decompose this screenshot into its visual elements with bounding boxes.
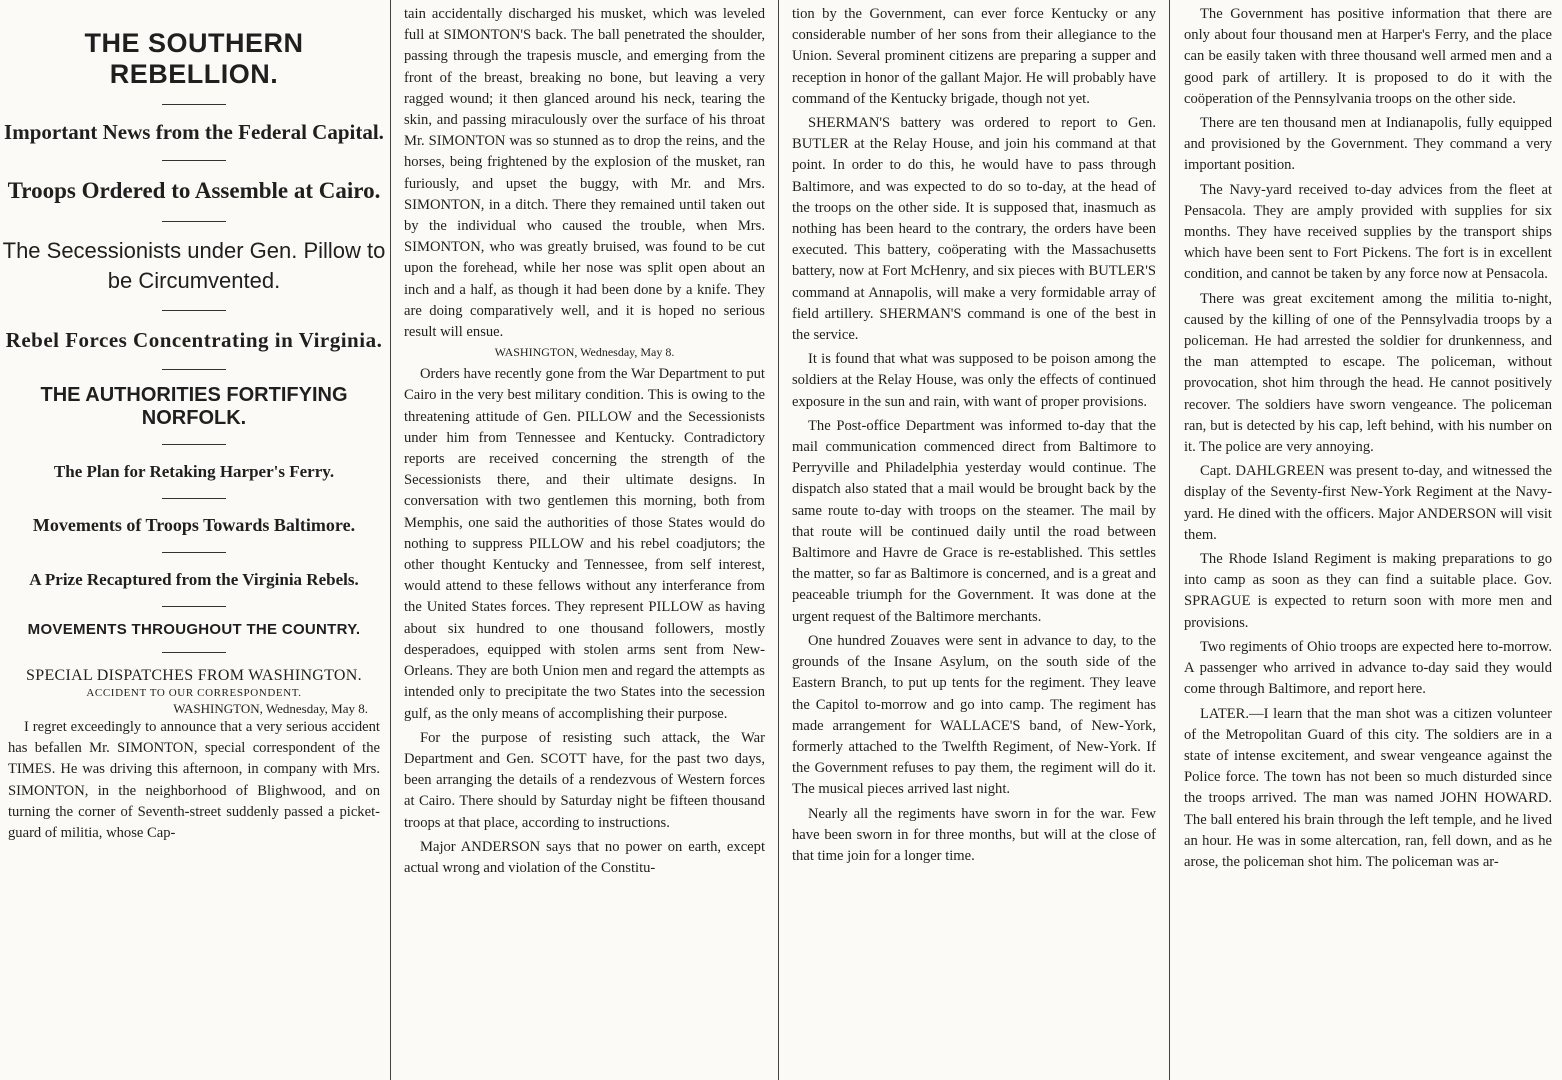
separator xyxy=(162,160,226,161)
separator xyxy=(162,369,226,370)
separator xyxy=(162,221,226,222)
dateline: WASHINGTON, Wednesday, May 8. xyxy=(494,345,675,360)
column-rule xyxy=(1169,0,1170,1080)
paragraph: Capt. DAHLGREEN was present to-day, and witnessed the display of the Seventy-first New-York Regiment at the Navy-yard. He dined with the officers. Major ANDERSON will visit them. xyxy=(1184,463,1552,543)
deck-federal-capital: Important News from the Federal Capital. xyxy=(4,120,384,144)
paragraph: Major ANDERSON says that no power on earth, except actual wrong and violation of the Constitu- xyxy=(404,838,765,876)
separator xyxy=(162,310,226,311)
deck-pillow: The Secessionists under Gen. Pillow to be Circumvented. xyxy=(2,238,386,293)
paragraph: Nearly all the regiments have sworn in for the war. Few have been sworn in for three months, but will at the close of that time join for a longer time. xyxy=(792,805,1156,864)
paragraph: There was great excitement among the militia to-night, caused by the killing of one of the Pennsylvadia troops by a policeman. He had arrested the soldier for drunkenness, and the man attempted to escape. The policeman, without provocation, shot him through the head. He cannot positively recover. The soldiers have sworn vengeance. The policeman ran, but is detected by his cap, left behind, with his number on it. The police are very annoying. xyxy=(1184,290,1552,456)
column-rule xyxy=(778,0,779,1080)
deck-prize: A Prize Recaptured from the Virginia Rebels. xyxy=(29,570,359,589)
column-3 xyxy=(784,0,1164,1080)
dispatch-title: SPECIAL DISPATCHES FROM WASHINGTON. xyxy=(26,667,362,684)
dateline: WASHINGTON, Wednesday, May 8. xyxy=(173,701,368,716)
paragraph: For the purpose of resisting such attack, the War Department and Gen. SCOTT have, for the past two days, been arranging the details of a rendezvous of Western forces at Cairo. There should by Saturday night be fifteen thousand troops at that place, according to instructions. xyxy=(404,729,765,831)
paragraph: tain accidentally discharged his musket, which was leveled full at SIMONTON'S back. The ball penetrated the shoulder, passing through the trapesis muscle, and emerging from the front of the breast, breaking no bone, but leaving a very ragged wound; it then glanced around his neck, tearing the skin, and passing miraculously over the surface of his throat Mr. SIMONTON was so stunned as to drop the reins, and the horses, being frightened by the explosion of the musket, ran furiously, and upset the buggy, with Mr. and Mrs. SIMONTON, in a ditch. There they remained until taken out by the individual who caused the trouble, when Mrs. SIMONTON, who was greatly bruised, was found to be cut upon the forehead, while her nose was split open about an inch and a half, as though it had been done by a knife. They are doing comparatively well, and it is hoped no serious result will ensue. xyxy=(404,6,765,341)
deck-baltimore: Movements of Troops Towards Baltimore. xyxy=(32,515,356,535)
separator xyxy=(162,652,226,653)
paragraph: It is found that what was supposed to be poison among the soldiers at the Relay House, was only the effects of continued exposure in the sun and rain, with want of proper provisions. xyxy=(792,351,1156,410)
column-2 xyxy=(396,0,773,1080)
deck-virginia: Rebel Forces Concentrating in Virginia. xyxy=(5,328,383,352)
main-headline: THE SOUTHERN REBELLION. xyxy=(84,28,304,89)
paragraph: There are ten thousand men at Indianapolis, fully equipped and provisioned by the Government. They command a very important position. xyxy=(1184,115,1552,174)
paragraph: The Navy-yard received to-day advices from the fleet at Pensacola. They are amply provided with supplies for six months. They have received supplies by the transport ships which have been sent to Fort Pickens. The fort is in excellent condition, and cannot be taken by any force now at Pensacola. xyxy=(1184,181,1552,283)
column-4 xyxy=(1176,0,1560,1080)
separator xyxy=(162,444,226,445)
column-rule xyxy=(390,0,391,1080)
paragraph: One hundred Zouaves were sent in advance to day, to the grounds of the Insane Asylum, on the south side of the Eastern Branch, to put up tents for the regiment. They leave the Capitol to-morrow and go into camp. The regiment has made arrangement for WALLACE'S band, of New-York, formerly attached to the Twelfth Regiment, of New-York. If the Government refuses to pay them, the regiment will do it. The musical pieces arrived last night. xyxy=(792,632,1156,798)
separator xyxy=(162,552,226,553)
deck-harpers-ferry: The Plan for Retaking Harper's Ferry. xyxy=(53,462,335,481)
paragraph: The Government has positive information that there are only about four thousand men at Harper's Ferry, and the place can be easily taken with three thousand well armed men and a good park of artillery. It is proposed to do it with the coöperation of the Pennsylvania troops on the other side. xyxy=(1184,6,1552,107)
separator xyxy=(162,104,226,105)
paragraph: I regret exceedingly to announce that a very serious accident has befallen Mr. SIMONTON, special correspondent of the TIMES. He was driving this afternoon, in company with Mrs. SIMONTON, in the neighborhood of Blighwood, and on turning the corner of Seventh-street suddenly passed a picket-guard of militia, whose Cap- xyxy=(8,719,380,842)
subhead-accident: ACCIDENT TO OUR CORRESPONDENT. xyxy=(86,687,302,699)
paragraph: SHERMAN'S battery was ordered to report to Gen. BUTLER at the Relay House, and join his command at that point. In order to do this, he would have to pass through Baltimore, and was expected to do so to-day, at the head of the troops on the other side. It is supposed that, inasmuch as nothing has been heard to the contrary, the orders have been executed. This battery, coöperating with the Massachusetts battery, now at Fort McHenry, and six pieces with BUTLER'S command at Annapolis, will make a very formidable array of field artillery. SHERMAN'S command is one of the best in the service. xyxy=(792,115,1156,344)
paragraph: The Rhode Island Regiment is making preparations to go into camp as soon as they can find a suitable place. Gov. SPRAGUE is expected to return soon with more men and provisions. xyxy=(1184,551,1552,631)
paragraph: Two regiments of Ohio troops are expected here to-morrow. A passenger who arrived in advance to-day said they would come through Baltimore, and report here. xyxy=(1184,638,1552,698)
separator xyxy=(162,498,226,499)
deck-norfolk: THE AUTHORITIES FORTIFYING NORFOLK. xyxy=(40,384,348,429)
separator xyxy=(162,606,226,607)
column-1 xyxy=(0,0,388,1080)
deck-cairo: Troops Ordered to Assemble at Cairo. xyxy=(7,178,381,203)
paragraph: The Post-office Department was informed to-day that the mail communication commenced direct from Baltimore to Perryville and Philadelphia yesterday would continue. The dispatch also stated that a mail would be brought back by the same route to-day with troops on the steamer. The mail by that route will be continued daily until the road between Baltimore and Havre de Grace is re-established. This settles the matter, so far as Baltimore is concerned, and is a great and peaceable triumph for the Government. It was done at the urgent request of the Baltimore merchants. xyxy=(792,417,1156,625)
paragraph: Orders have recently gone from the War Department to put Cairo in the very best military condition. This is owing to the threatening attitude of Gen. PILLOW and the Secessionists under him from Tennessee and Kentucky. Contradictory reports are received concerning the strength of the Secessionists there, and their ultimate designs. In conversation with two gentlemen this morning, both from Memphis, one said the authorities of those States would do nothing to suppress PILLOW and his rebel coadjutors; the other thought Kentucky and Tennessee, from self interest, would attend to these fellows without any interferance from the United States forces. They represent PILLOW as having about six hundred to one thousand followers, mostly desperadoes, equipped with stolen arms sent from New-Orleans. They are both Union men and regard the attempts as intended only to precipitate the two States into the secession gulf, as the only means of accomplishing their purpose. xyxy=(404,366,765,722)
paragraph: LATER.—I learn that the man shot was a citizen volunteer of the Metropolitan Guard of this city. The soldiers are in a state of intense excitement, and swear vengeance against the Police force. The town has not been so much disturded since the troops arrived. The man was named JOHN HOWARD. The ball entered his brain through the left temple, and he lived an hour. He was in some altercation, ran, fell down, and as he arose, the policeman shot him. The policeman was ar- xyxy=(1184,705,1552,870)
deck-country: MOVEMENTS THROUGHOUT THE COUNTRY. xyxy=(27,621,361,638)
paragraph: tion by the Government, can ever force Kentucky or any considerable number of her sons from their allegiance to the Union. Several prominent citizens are preparing a supper and reception in honor of the gallant Major. He will probably have command of the Kentucky brigade, though not yet. xyxy=(792,6,1156,107)
